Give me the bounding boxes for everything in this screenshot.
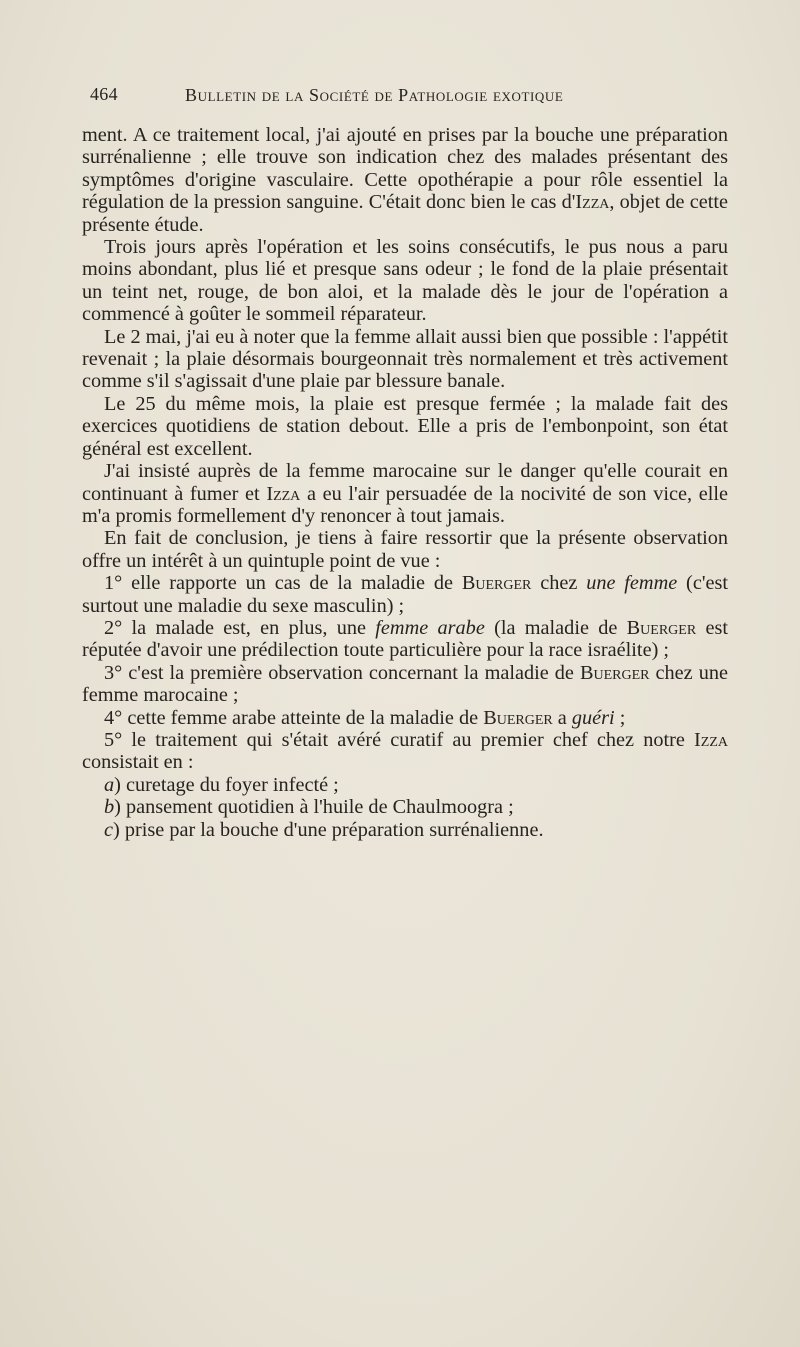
author-name: Buerger — [461, 572, 532, 595]
page-number: 464 — [90, 84, 118, 104]
sub-item — [82, 774, 728, 796]
item-text: consistait en : — [82, 751, 194, 774]
item-number: 5° — [104, 728, 123, 751]
sub-item-letter: c — [104, 818, 114, 841]
body-text — [82, 124, 728, 841]
sub-item-letter: b — [104, 796, 115, 819]
item-text: la malade est, en plus, une — [122, 616, 376, 639]
running-header — [90, 84, 736, 112]
list-item — [82, 729, 728, 774]
paragraph-1 — [82, 124, 728, 236]
paragraph-5-text: J'ai insisté auprès de la femme marocaine sur le danger qu'elle courait en continuant à fumer et — [82, 460, 728, 505]
sub-item-letter: a — [104, 773, 115, 796]
paragraph-1-end: , objet de cette présente étude. — [82, 191, 728, 236]
author-name: Buerger — [626, 616, 697, 639]
item-text: cette femme arabe atteinte de la maladie de — [122, 706, 484, 729]
sub-item — [82, 819, 728, 841]
list-item — [82, 572, 728, 617]
author-name: Buerger — [483, 706, 553, 729]
author-name: Buerger — [579, 661, 650, 684]
item-number: 3° — [104, 661, 123, 684]
item-text: ; — [614, 706, 626, 729]
sub-item-text: ) curetage du foyer infecté ; — [114, 773, 339, 796]
paragraph-1-text: ment. A ce traitement local, j'ai ajouté en prises par la bouche une préparation surrénalienne ; elle trouve son indication chez des malades présentant des symptômes d'origine vasculaire. Cette opothérapie a pour rôle essentiel la régulation de la pression sanguine. C'était donc bien le cas d' — [82, 124, 728, 214]
paragraph-3: Le 2 mai, j'ai eu à noter que la femme allait aussi bien que possible : l'appétit revenait ; la plaie désormais bourgeonnait très normalement et très activement comme s'il s'agissait d'une plaie par blessure banale. — [82, 325, 729, 393]
paragraph-2: Trois jours après l'opération et les soins consécutifs, le pus nous a paru moins abondant, plus lié et presque sans odeur ; le fond de la plaie présentait un teint net, rouge, de bon aloi, et la malade dès le jour de l'opération a commencé à goûter le sommeil réparateur. — [82, 236, 728, 326]
item-text: a — [552, 706, 572, 729]
paragraph-4: Le 25 du même mois, la plaie est presque fermée ; la malade fait des exercices quotidiens de station debout. Elle a pris de l'embonpoint, son état général est excellent. — [82, 392, 728, 460]
list-item — [82, 662, 728, 707]
item-text: chez — [531, 572, 587, 595]
item-number: 2° — [104, 616, 123, 639]
list-item — [82, 707, 728, 729]
item-text: (la maladie de — [484, 616, 627, 639]
item-text: chez une femme marocaine ; — [82, 661, 728, 707]
sub-item-text: ) pansement quotidien à l'huile de Chaulmoogra ; — [114, 796, 514, 819]
item-number: 1° — [104, 572, 123, 595]
item-text: c'est la première observation concernant la maladie de — [122, 661, 580, 684]
paragraph-5 — [82, 460, 728, 527]
patient-name: Izza — [575, 191, 610, 214]
emphasis: femme arabe — [375, 616, 485, 639]
paragraph-5-end: a eu l'air persuadée de la nocivité de son vice, elle m'a promis formellement d'y renoncer à tout jamais. — [82, 482, 728, 527]
emphasis: guéri — [571, 706, 615, 729]
paragraph-6: En fait de conclusion, je tiens à faire ressortir que la présente observation offre un intérêt à un quintuple point de vue : — [82, 527, 728, 572]
patient-name: Izza — [266, 482, 301, 505]
emphasis: une femme — [586, 572, 678, 595]
sub-item-text: ) prise par la bouche d'une préparation surrénalienne. — [113, 818, 544, 841]
list-item — [82, 617, 728, 662]
sub-item — [82, 796, 728, 818]
item-text: le traitement qui s'était avéré curatif au premier chef chez notre — [122, 728, 695, 751]
patient-name: Izza — [694, 728, 728, 751]
item-text: (c'est surtout une maladie du sexe masculin) ; — [82, 572, 728, 617]
running-title: Bulletin de la Société de Pathologie exotique — [185, 85, 564, 105]
item-number: 4° — [104, 706, 123, 729]
item-text: elle rapporte un cas de la maladie de — [122, 572, 462, 595]
item-text: est réputée d'avoir une prédilection toute particulière pour la race israélite) ; — [82, 616, 728, 662]
